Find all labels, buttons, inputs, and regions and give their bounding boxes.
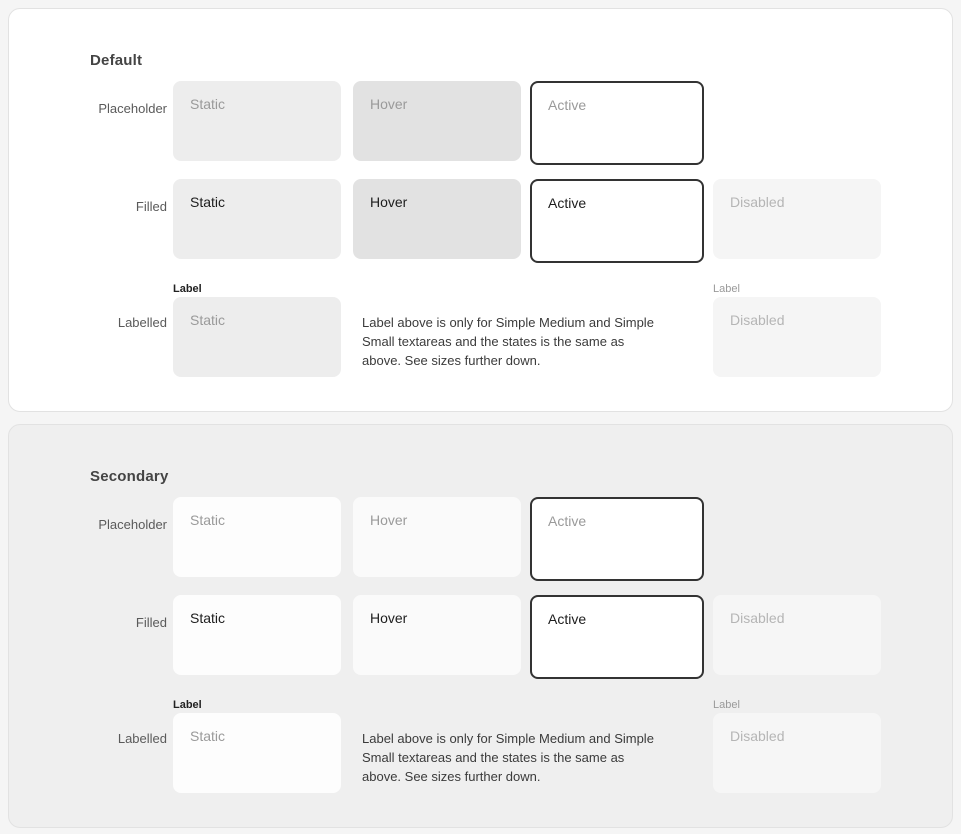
textarea-placeholder-active-default[interactable]: Active xyxy=(530,81,704,165)
textarea-filled-disabled-secondary: Disabled xyxy=(713,595,881,675)
field-label-right-secondary: Label xyxy=(713,699,740,711)
textarea-placeholder-static-secondary[interactable]: Static xyxy=(173,497,341,577)
row-label-placeholder-default: Placeholder xyxy=(98,101,167,116)
textarea-filled-active-default[interactable]: Active xyxy=(530,179,704,263)
default-section xyxy=(8,8,953,412)
textarea-placeholder-hover-default[interactable]: Hover xyxy=(353,81,521,161)
row-label-labelled-secondary: Labelled xyxy=(117,731,167,746)
textarea-filled-hover-secondary[interactable]: Hover xyxy=(353,595,521,675)
labelled-note-secondary: Label above is only for Simple Medium and Simple Small textareas and the states is the same as above. See sizes further down. xyxy=(362,731,654,784)
row-label-filled-secondary: Filled xyxy=(135,615,167,630)
row-label-labelled-default: Labelled xyxy=(117,315,167,330)
textarea-placeholder-static-default[interactable]: Static xyxy=(173,81,341,161)
field-label-left-secondary: Label xyxy=(173,699,202,711)
textarea-filled-hover-default[interactable]: Hover xyxy=(353,179,521,259)
secondary-section xyxy=(8,424,953,828)
section-title-secondary: Secondary xyxy=(90,468,169,485)
labelled-note-default: Label above is only for Simple Medium and Simple Small textareas and the states is the same as above. See sizes further down. xyxy=(362,315,654,368)
textarea-labelled-disabled-secondary: Disabled xyxy=(713,713,881,793)
row-label-placeholder-secondary: Placeholder xyxy=(98,517,167,532)
section-title-default: Default xyxy=(90,52,143,69)
textarea-labelled-static-default[interactable]: Static xyxy=(173,297,341,377)
textarea-labelled-static-secondary[interactable]: Static xyxy=(173,713,341,793)
textarea-filled-active-secondary[interactable]: Active xyxy=(530,595,704,679)
textarea-placeholder-active-secondary[interactable]: Active xyxy=(530,497,704,581)
textarea-filled-disabled-default: Disabled xyxy=(713,179,881,259)
textarea-filled-static-secondary[interactable]: Static xyxy=(173,595,341,675)
textarea-filled-static-default[interactable]: Static xyxy=(173,179,341,259)
textarea-labelled-disabled-default: Disabled xyxy=(713,297,881,377)
row-label-filled-default: Filled xyxy=(135,199,167,214)
textarea-placeholder-hover-secondary[interactable]: Hover xyxy=(353,497,521,577)
field-label-left-default: Label xyxy=(173,283,202,295)
field-label-right-default: Label xyxy=(713,283,740,295)
